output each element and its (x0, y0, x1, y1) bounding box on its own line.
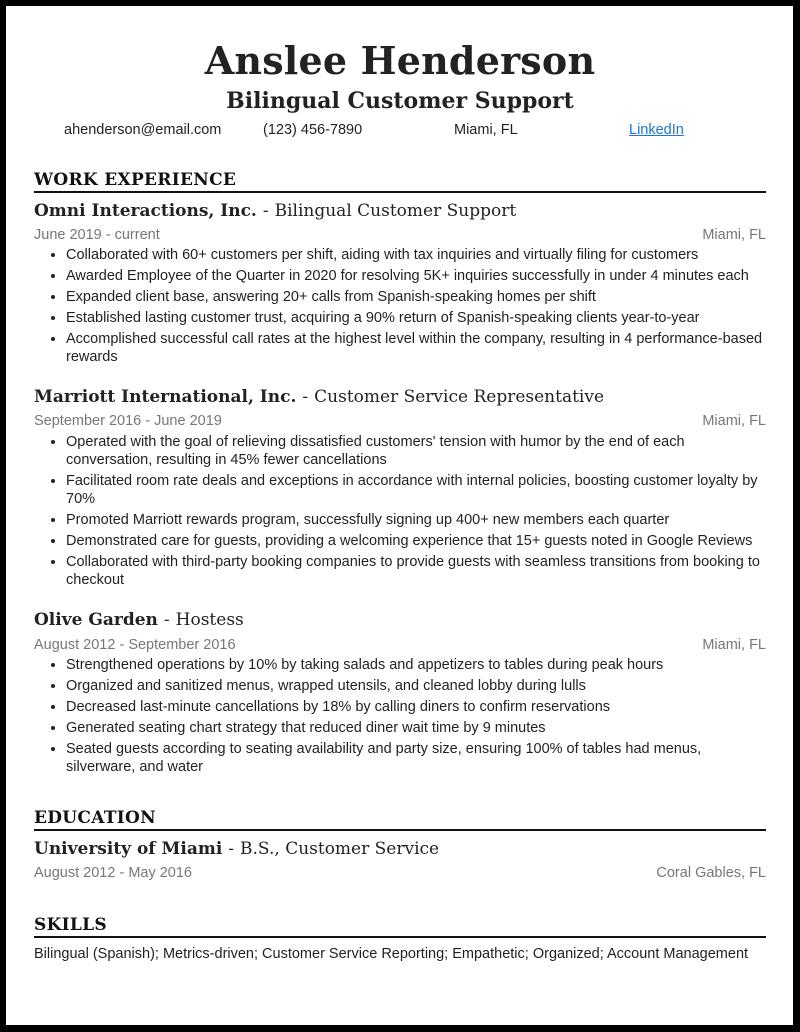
contact-phone: (123) 456-7890 (263, 122, 363, 138)
job-location: Miami, FL (702, 637, 766, 653)
bullet-item: • Collaborated with 60+ customers per shift, aiding with tax inquiries and virtually filing for customers (66, 246, 766, 264)
school-name: University of Miami (34, 839, 223, 859)
section-heading-work: WORK EXPERIENCE (34, 170, 766, 193)
job-role: Hostess (175, 610, 244, 630)
separator: - (228, 839, 235, 859)
bullet-item: • Demonstrated care for guests, providing a welcoming experience that 15+ guests noted in Google Reviews (66, 532, 766, 550)
bullet-item: • Expanded client base, answering 20+ calls from Spanish-speaking homes per shift (66, 288, 766, 306)
job-role: Bilingual Customer Support (274, 201, 517, 221)
job-location: Miami, FL (702, 413, 766, 429)
section-heading-education: EDUCATION (34, 808, 766, 831)
separator: - (262, 201, 269, 221)
education-meta (34, 865, 766, 881)
contact-email: ahenderson@email.com (64, 122, 222, 138)
separator: - (163, 610, 170, 630)
bullet-item: • Facilitated room rate deals and exceptions in accordance with internal policies, boosting customer loyalty by 70% (66, 472, 766, 508)
bullet-item: • Strengthened operations by 10% by taking salads and appetizers to tables during peak hours (66, 656, 766, 674)
bullet-item: • Seated guests according to seating availability and party size, ensuring 100% of tables had menus, silverware, and water (66, 740, 766, 776)
job-dates: June 2019 - current (34, 227, 160, 243)
job-dates: August 2012 - September 2016 (34, 637, 236, 653)
bullet-item: • Organized and sanitized menus, wrapped utensils, and cleaned lobby during lulls (66, 677, 766, 695)
job-header (34, 387, 766, 407)
job-bullets (34, 246, 766, 369)
bullet-item: • Promoted Marriott rewards program, successfully signing up 400+ new members each quarter (66, 511, 766, 529)
company-name: Marriott International, Inc. (34, 387, 297, 407)
candidate-name: Anslee Henderson (204, 38, 596, 83)
company-name: Omni Interactions, Inc. (34, 201, 257, 221)
job-location: Miami, FL (702, 227, 766, 243)
job-meta (34, 227, 766, 243)
education-location: Coral Gables, FL (656, 865, 766, 881)
bullet-item: • Operated with the goal of relieving dissatisfied customers' tension with humor by the end of each conversation, resulting in 45% fewer cancellations (66, 433, 766, 469)
bullet-item: • Collaborated with third-party booking companies to provide guests with seamless transitions from booking to checkout (66, 553, 766, 589)
education-dates: August 2012 - May 2016 (34, 865, 192, 881)
degree: B.S., (240, 839, 280, 859)
section-heading-skills: SKILLS (34, 915, 766, 938)
contact-location: Miami, FL (454, 122, 518, 138)
job-header (34, 201, 766, 221)
bullet-item: • Generated seating chart strategy that reduced diner wait time by 9 minutes (66, 719, 766, 737)
job-role: Customer Service Representative (314, 387, 605, 407)
skills-list: Bilingual (Spanish); Metrics-driven; Customer Service Reporting; Empathetic; Organized; Account Management (34, 946, 749, 962)
bullet-item: • Decreased last-minute cancellations by 18% by calling diners to confirm reservations (66, 698, 766, 716)
company-name: Olive Garden (34, 610, 158, 630)
job-meta (34, 637, 766, 653)
separator: - (302, 387, 309, 407)
candidate-title: Bilingual Customer Support (226, 88, 574, 114)
bullet-item: • Accomplished successful call rates at the highest level within the company, resulting in 4 performance-based rewards (66, 330, 766, 366)
bullet-item: • Awarded Employee of the Quarter in 2020 for resolving 5K+ inquiries successfully in under 4 minutes each (66, 267, 766, 285)
job-meta (34, 413, 766, 429)
resume-page (6, 6, 793, 1025)
job-bullets (34, 656, 766, 779)
field-of-study: Customer Service (285, 839, 440, 859)
bullet-item: • Established lasting customer trust, acquiring a 90% return of Spanish-speaking clients year-to-year (66, 309, 766, 327)
education-header (34, 839, 766, 859)
linkedin-link[interactable]: LinkedIn (629, 122, 684, 138)
job-bullets (34, 433, 766, 592)
job-dates: September 2016 - June 2019 (34, 413, 222, 429)
job-header (34, 610, 766, 630)
